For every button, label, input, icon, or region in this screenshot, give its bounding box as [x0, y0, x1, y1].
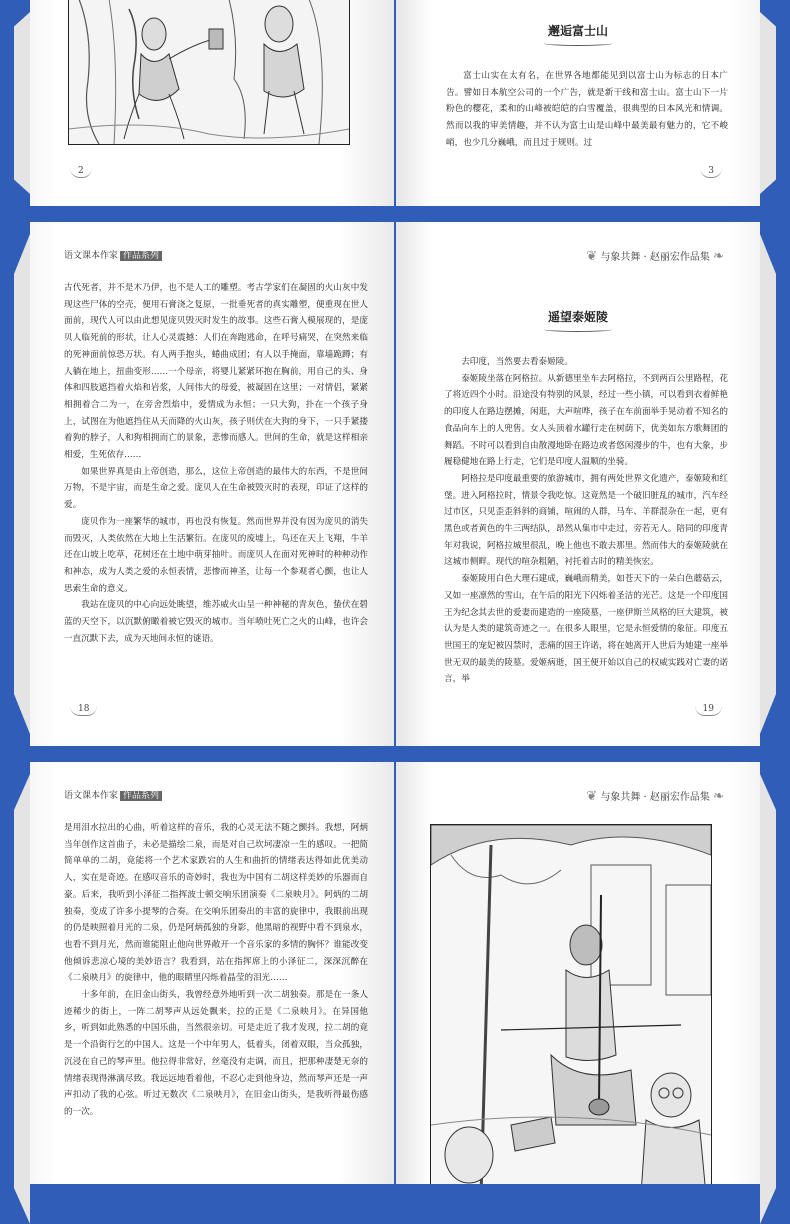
- page-edge-left: [14, 234, 30, 734]
- running-header-series: [64, 248, 162, 261]
- page-edge-right: [760, 774, 776, 1224]
- paragraph: 富士山实在太有名，在世界各地都能见到以富士山为标志的日本广告。譬如日本航空公司的一个广告，就是新干线和富士山。富士山下一片粉色的樱花，柔和的山峰被皑皑的白雪覆盖，很典型的日本风光和情调。然而以我的审美情趣，并不认为富士山是山峰中最美最有魅力的，它不峻峭，也少几分巍峨，而且过于规则。过: [446, 71, 728, 148]
- chapter-title-text: 邂逅富士山: [547, 24, 608, 38]
- paragraph: 去印度，当然要去看泰姬陵。: [461, 357, 573, 367]
- paragraph: 泰姬陵用白色大理石建成，巍峨而精美，如苍天下的一朵白色蘑菇云，又如一座凛然的雪山，在午后的阳光下闪烁着圣洁的光芒。这是一个印度国王为纪念其去世的爱妻而建造的一座陵墓，一座伊斯兰风格的巨大建筑，被认为是人类的建筑奇迹之一。在很多人眼里，它是永恒爱情的象征。印度五世国王的宠妃被囚禁时，悲痛的国王许诺，将在她离开人世后为她建一座举世无双的最美的陵墓。爱姬病逝，国王便开始以自己的权威实践对亡妻的诺言，举: [444, 574, 728, 685]
- running-header-series: [64, 788, 162, 801]
- body-text-left: [64, 820, 368, 1140]
- page-number-text: 18: [70, 704, 97, 716]
- chapter-title-text: 遥望泰姬陵: [547, 310, 608, 324]
- paragraph: 庞贝作为一座繁华的城市，再也没有恢复。然而世界并没有因为庞贝的消失而毁灭，人类依然在大地上生活繁衍。在庞贝的废墟上，鸟还在天上飞翔，牛羊还在山坡上吃草，花树还在土地中萌芽抽叶。而庞贝人在面对死神时的种种动作和神态，成为人类之爱的永恒表情，悲惨而神圣，让每一个参观者心颤，也让人思索生命的意义。: [64, 516, 368, 594]
- paragraph: 我站在庞贝的中心向远处眺望，维苏威火山呈一种神秘的青灰色，蛰伏在碧蓝的天空下，以沉默俯瞰着被它毁灭的城市。当年喷吐死亡之火的山峰，也许会一直沉默下去，成为天地间永恒的谜语。: [64, 600, 368, 644]
- page-number-text: 19: [695, 704, 722, 716]
- series-tag: 作品系列: [120, 791, 162, 801]
- book-spread-3: [14, 762, 776, 1184]
- page-19: [396, 222, 760, 746]
- book-title: 与象共舞 · 赵丽宏作品集: [600, 792, 710, 803]
- page-number-right: [695, 704, 722, 716]
- running-header-title: [586, 248, 724, 264]
- title-underline: [544, 327, 612, 332]
- body-text-left: [64, 280, 368, 672]
- paragraph: 如果世界真是由上帝创造，那么，这位上帝创造的最伟大的东西，不是世间万物，不是宇宙，而是生命之爱。庞贝人在生命被毁灭时的表现，印证了这样的爱。: [64, 466, 368, 511]
- page-left-bottom: [30, 762, 394, 1184]
- paragraph: 是用泪水拉出的心曲，听着这样的音乐，我的心灵无法不随之颤抖。我想，阿炳当年创作这首曲子，未必是描绘二泉，而是对自己坎坷凄凉一生的感叹。一把简简单单的二胡，竟能将一个艺术家跌宕的人生和曲折的情绪表达得如此优美动人，实在是奇迹。在感叹音乐的奇妙时，我也为中国有二胡这样美妙的乐器而自豪。后来，我听到小泽征二指挥波士顿交响乐团演奏《二泉映月》。阿炳的二胡独奏，变成了许多小提琴的合奏。在交响乐团奏出的丰富的旋律中，我眼前出现的仍是映照着月光的二泉，仍是阿炳孤独的身影，他黑暗的视野中看不到泉水，也看不到月光，然而谁能阻止他向世界敞开一个音乐家的多情的胸怀？谁能改变他倾诉悲凉心境的美妙语言？我看到，站在指挥席上的小泽征二，深深沉醉在《二泉映月》的旋律中，他的眼睛里闪烁着晶莹的泪光……: [64, 823, 368, 984]
- book-spread-1: [14, 0, 776, 206]
- chapter-title: [396, 22, 760, 46]
- body-text-right: [444, 354, 728, 690]
- page-number-text: 3: [700, 166, 722, 178]
- page-2: [30, 0, 394, 206]
- page-edge-left: [14, 12, 30, 194]
- erhu-sketch-icon: [431, 825, 711, 1184]
- page-edge-right: [760, 234, 776, 734]
- laurel-left-icon: ❦: [586, 789, 598, 804]
- chapter-title: [396, 308, 760, 332]
- paragraph: 古代死者，并不是木乃伊，也不是人工的雕塑。考古学家们在凝固的火山灰中发现这些尸体的空壳，便用石膏浇之复原，一批垂死者的真实雕塑，便重现在世人面前，现代人可以由此想见庞贝毁灭时发生的故事。这些石膏人模展现的，是庞贝人临死前的形状，让人心灵震撼：人们在奔跑逃命，在呼号痛哭，在突然来临的死神面前惊恐万状。有人两手抱头，蜷曲成团；有人以手掩面，靠墙跪蹲；有人躺在地上，扭曲变形……一个母亲，将婴儿紧紧环抱在胸前，用自己的头、身体和四肢遮挡着火焰和岩浆，人间伟大的母爱，被凝固在这里；一对情侣，紧紧相拥着合二为一，在旁舍烈焰中，爱情成为永恒；一只大狗，扑在一个孩子身上，试图在为他遮挡住从天而降的火山灰，孩子则伏在大狗的身下，一只手紧搂着狗的脖子，人和狗相拥而亡的景象，悲惨而感人。世间的生命，就是这样相亲相爱，生死依存……: [64, 283, 368, 461]
- title-underline: [544, 41, 612, 46]
- paragraph: 阿格拉是印度最重要的旅游城市，拥有两处世界文化遗产，泰姬陵和红堡。进入阿格拉时，情景令我吃惊。这竟然是一个破旧脏乱的城市，汽车经过市区，只见歪歪斜斜的商铺，喧闹的人群，马车、羊群混杂在一起，更有黑色或者黄色的牛三两结队，昂然从集市中走过，旁若无人。陪同的印度青年对我说，阿格拉城里很乱，晚上他也不敢去那里。然而伟大的泰姬陵就在这城市侧畔。现代的喧杂粗陋，衬托着古时的精美恢宏。: [444, 473, 728, 568]
- dancer-sketch-icon: [69, 0, 349, 144]
- illustration-erhu-player: [430, 824, 712, 1184]
- page-right-bottom: [396, 762, 760, 1184]
- page-18: [30, 222, 394, 746]
- page-number-text: 2: [70, 166, 92, 178]
- page-edge-left: [14, 774, 30, 1224]
- body-text-right: [446, 68, 728, 148]
- series-name: 语文课本作家: [64, 251, 119, 261]
- book-title: 与象共舞 · 赵丽宏作品集: [600, 252, 710, 263]
- paragraph: 泰姬陵坐落在阿格拉。从新德里坐车去阿格拉，不到两百公里路程，花了将近四个小时。沿途没有特别的风景，经过一些小镇，可以看到衣着鲜艳的印度人在路边摆摊，闲逛，大声喧哗，孩子在车前面举手晃动着不知名的食品向车上的人兜售。女人头顶着水罐行走在树荫下，优美如东方歌舞团的舞蹈。不时可以看到自由散漫地卧在路边或者悠闲漫步的牛，也有大象，步履稳健地在路上行走，它们是印度人温顺的坐骑。: [444, 373, 728, 468]
- illustration-dancer: [68, 0, 350, 145]
- running-header-title: [586, 788, 724, 804]
- laurel-right-icon: ❧: [713, 249, 724, 264]
- series-name: 语文课本作家: [64, 791, 119, 801]
- page-edge-right: [760, 12, 776, 194]
- book-spread-2: [14, 222, 776, 746]
- page-number-left: [70, 166, 92, 178]
- page-number-right: [700, 166, 722, 178]
- page-3: [396, 0, 760, 206]
- series-tag: 作品系列: [120, 251, 162, 261]
- page-number-left: [70, 704, 97, 716]
- laurel-right-icon: ❧: [713, 789, 724, 804]
- paragraph: 十多年前，在旧金山街头，我曾经意外地听到一次二胡独奏。那是在一条人迹稀少的街上，一阵二胡琴声从远处飘来，拉的正是《二泉映月》。在异国他乡，听到如此熟悉的中国乐曲，当然很亲切。可是走近了我才发现，拉二胡的竟是一个沿街行乞的中国人。这是一个中年男人，低着头，闭着双眼，当众孤独，沉浸在自己的琴声里。他拉得非常好，丝毫没有走调，而且，把那种凄楚无奈的情绪表现得淋漓尽致。我远远地看着他，不忍心走到他身边，然而琴声还是一声声扣动了我的心弦。听过无数次《二泉映月》，在旧金山街头，是我听得最伤感的一次。: [64, 990, 368, 1117]
- laurel-left-icon: ❦: [586, 249, 598, 264]
